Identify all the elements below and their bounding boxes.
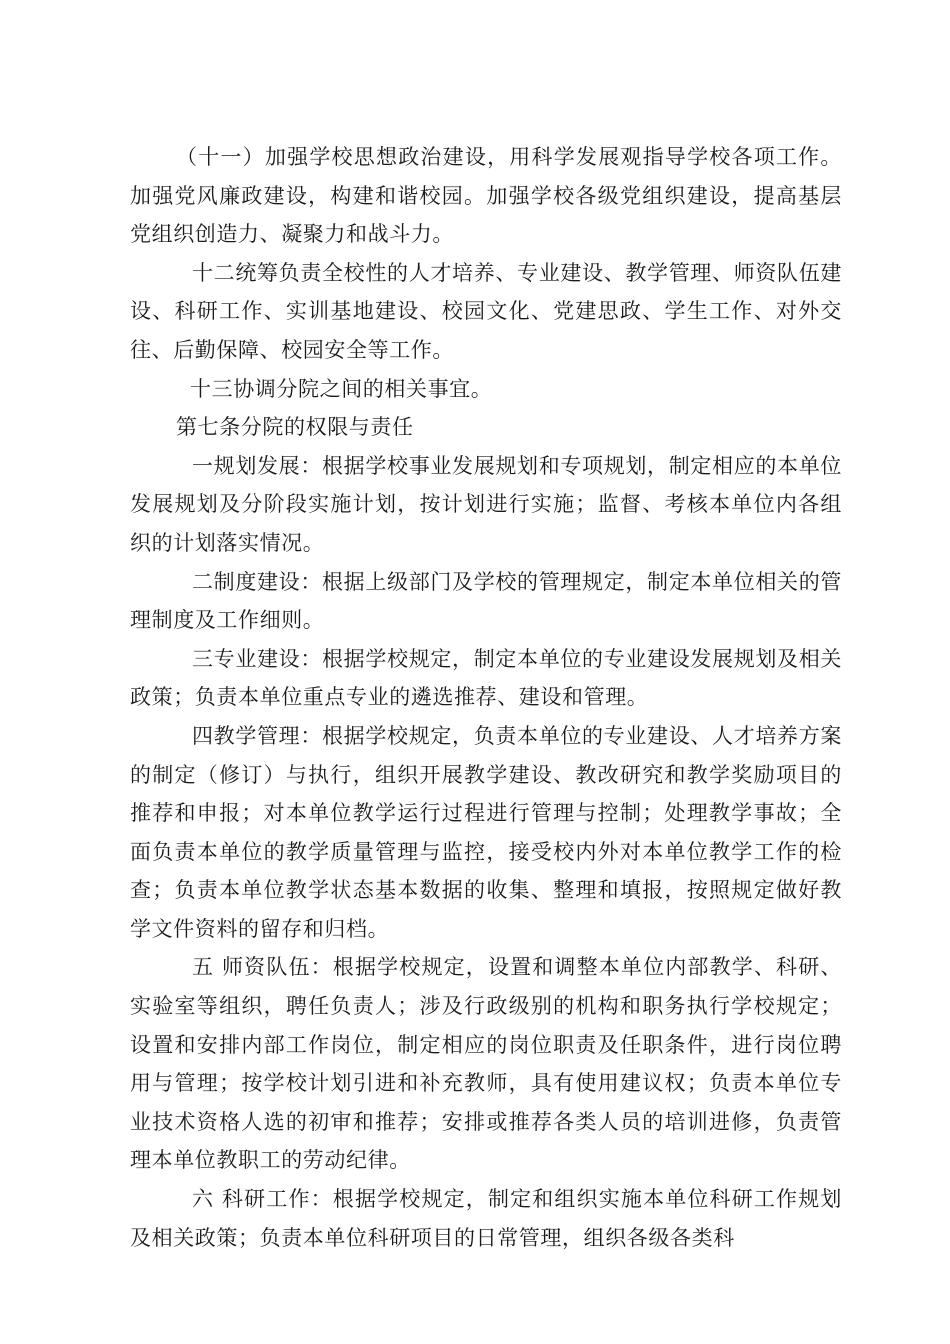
paragraph-planning: 一规划发展：根据学校事业发展规划和专项规划，制定相应的本单位发展规划及分阶段实施计划，按计划进行实施；监督、考核本单位内各组织的计划落实情况。 xyxy=(130,453,842,555)
paragraph-11: （十一）加强学校思想政治建设，用科学发展观指导学校各项工作。加强党风廉政建设，构建和谐校园。加强学校各级党组织建设，提高基层党组织创造力、凝聚力和战斗力。 xyxy=(130,145,842,247)
paragraph-12: 十二统筹负责全校性的人才培养、专业建设、教学管理、师资队伍建设、科研工作、实训基地建设、校园文化、党建思政、学生工作、对外交往、后勤保障、校园安全等工作。 xyxy=(130,260,842,362)
article-7-heading: 第七条分院的权限与责任 xyxy=(176,415,414,440)
document-body xyxy=(130,138,842,1257)
paragraph-rules: 二制度建设：根据上级部门及学校的管理规定，制定本单位相关的管理制度及工作细则。 xyxy=(130,569,842,633)
paragraph-13: 十三协调分院之间的相关事宜。 xyxy=(190,376,493,401)
paragraph-faculty: 五 师资队伍：根据学校规定，设置和调整本单位内部教学、科研、实验室等组织，聘任负责人；涉及行政级别的机构和职务执行学校规定；设置和安排内部工作岗位，制定相应的岗位职责及任职条件，进行岗位聘用与管理；按学校计划引进和补充教师，具有使用建议权；负责本单位专业技术资格人选的初审和推荐；安排或推荐各类人员的培训进修，负责管理本单位教职工的劳动纪律。 xyxy=(130,955,842,1173)
paragraph-teaching: 四教学管理：根据学校规定，负责本单位的专业建设、人才培养方案的制定（修订）与执行，组织开展教学建设、教改研究和教学奖励项目的推荐和申报；对本单位教学运行过程进行管理与控制；处理教学事故；全面负责本单位的教学质量管理与监控，接受校内外对本单位教学工作的检查；负责本单位教学状态基本数据的收集、整理和填报，按照规定做好教学文件资料的留存和归档。 xyxy=(130,723,842,941)
paragraph-majors: 三专业建设：根据学校规定，制定本单位的专业建设发展规划及相关政策；负责本单位重点专业的遴选推荐、建设和管理。 xyxy=(130,646,842,710)
paragraph-research: 六 科研工作：根据学校规定，制定和组织实施本单位科研工作规划及相关政策；负责本单位科研项目的日常管理，组织各级各类科 xyxy=(130,1187,842,1250)
